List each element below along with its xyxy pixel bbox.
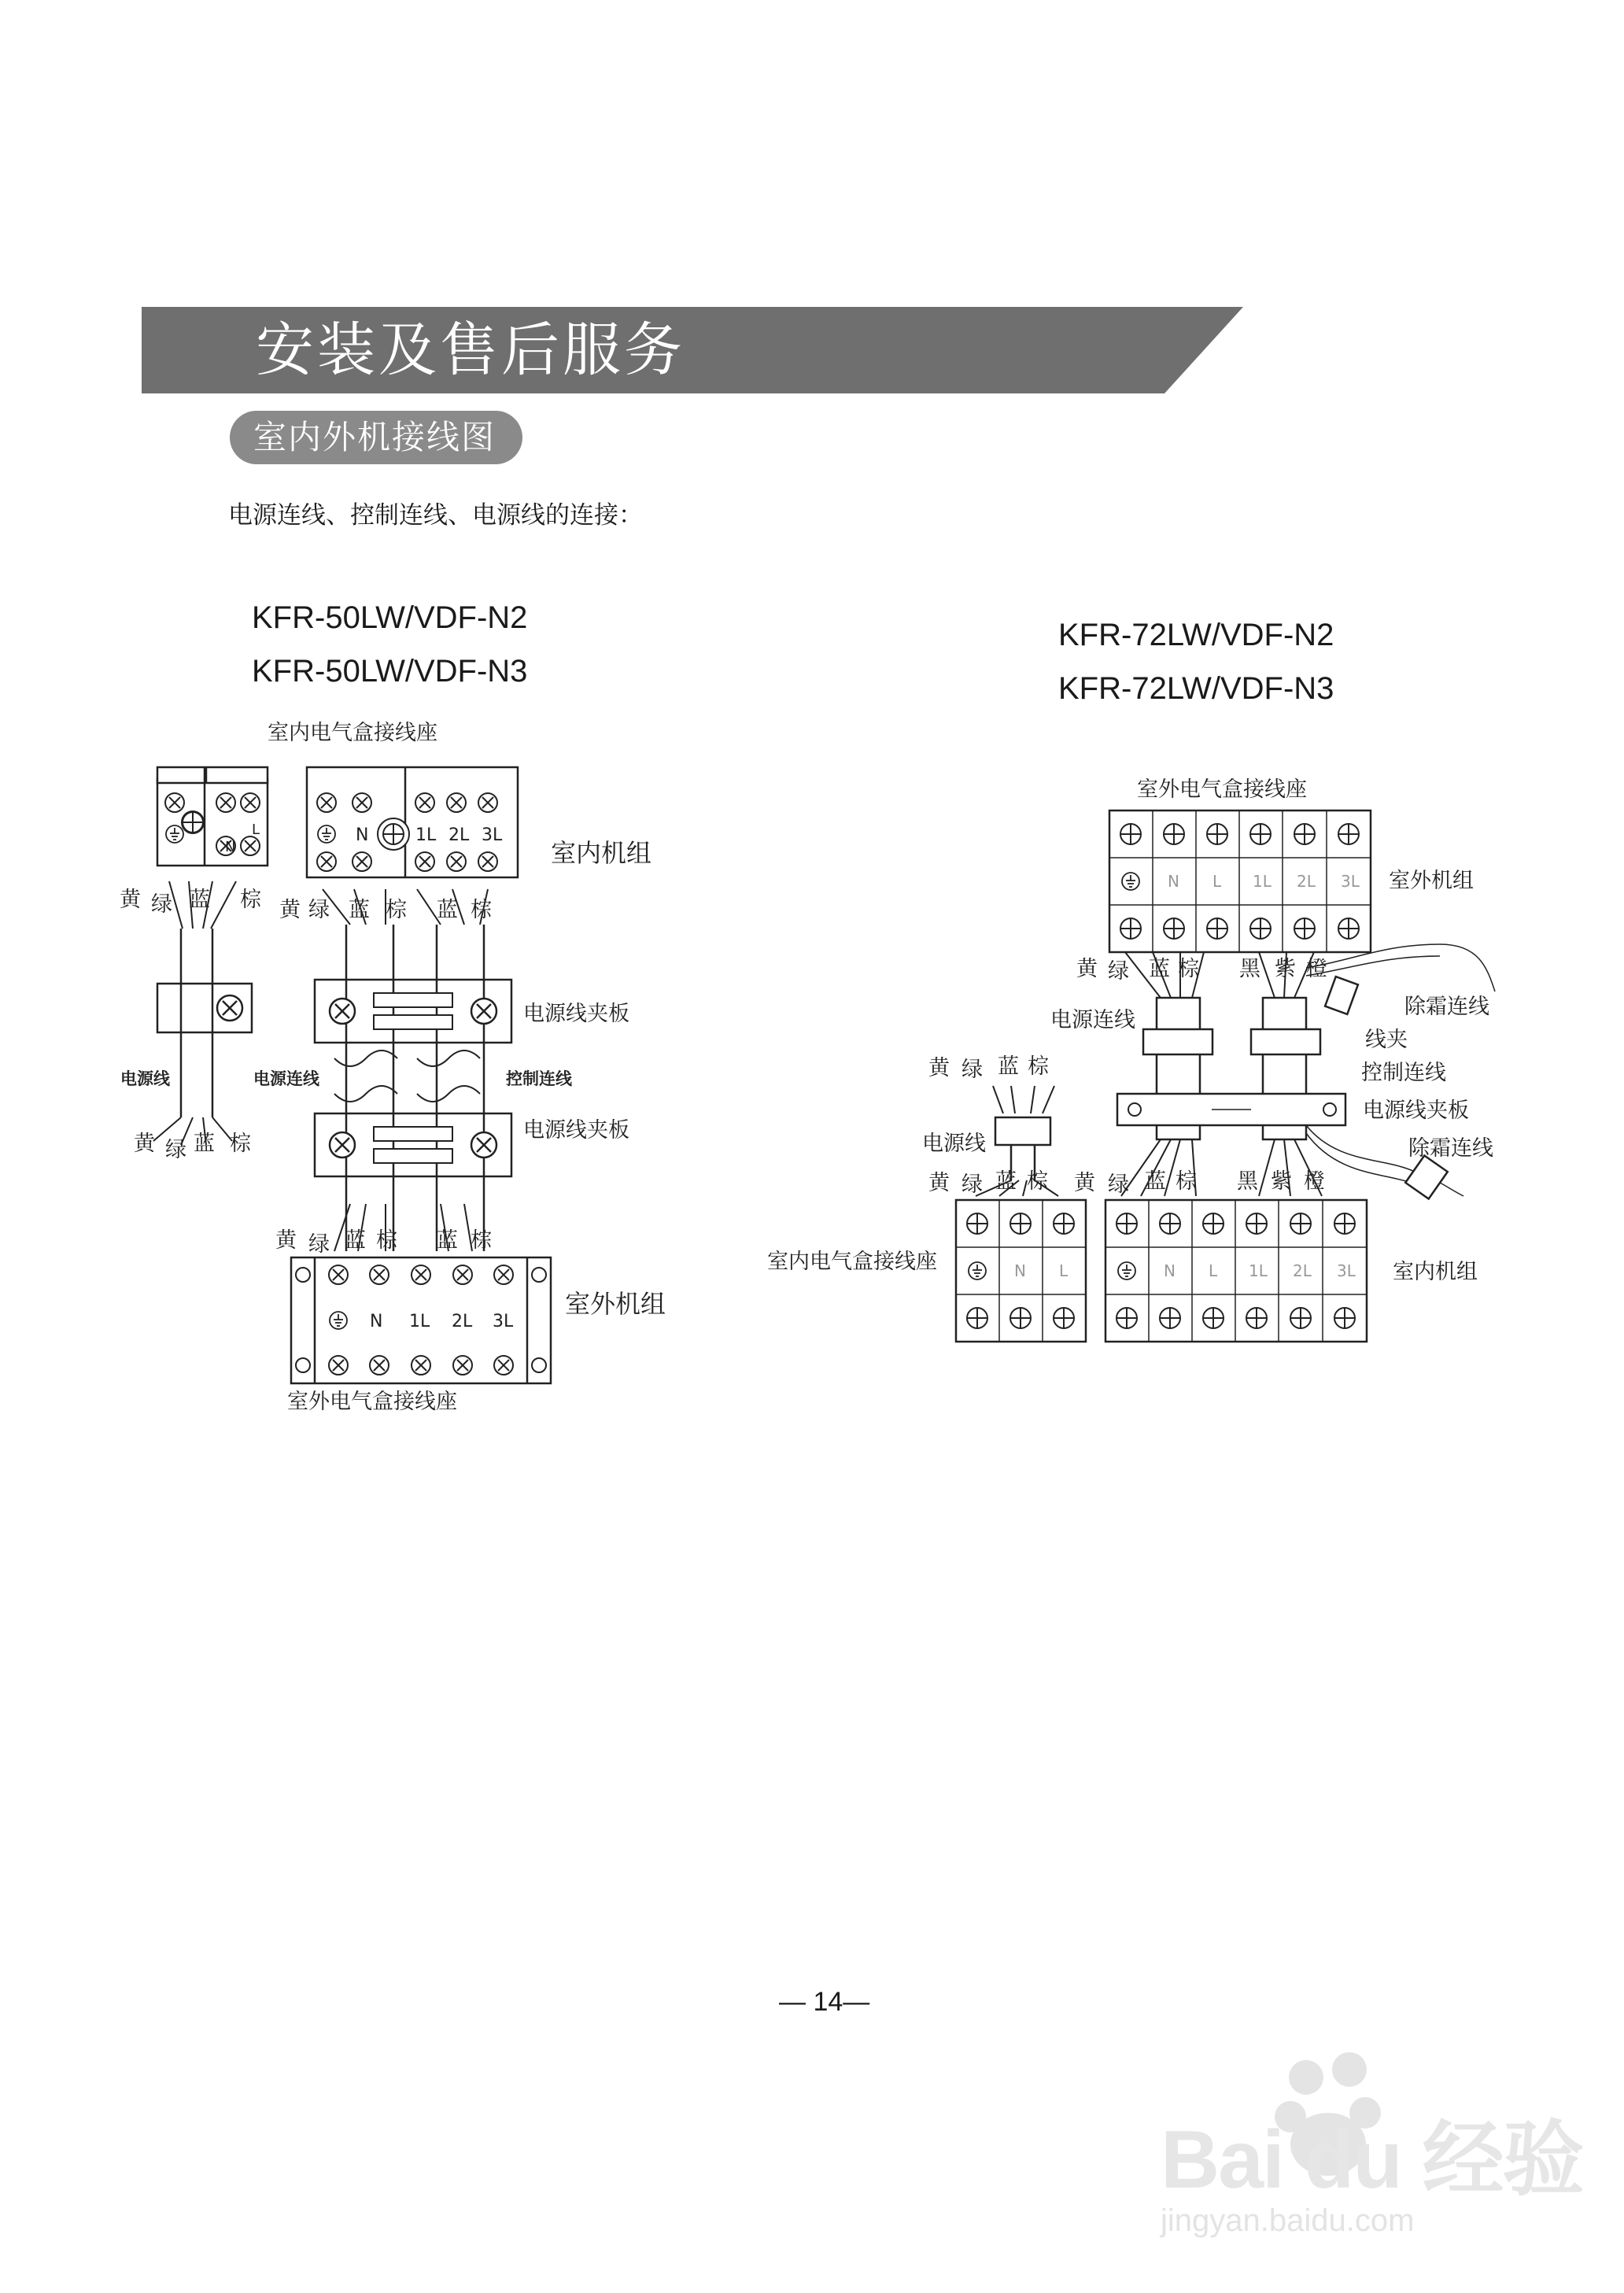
left-small-terminal-n: N — [225, 839, 236, 855]
svg-text:橙: 橙 — [1304, 1169, 1325, 1194]
right-power-cable-label: 电源线 — [922, 1132, 986, 1156]
right-power-link-label: 电源连线 — [1050, 1008, 1135, 1032]
left-power-cable-label: 电源线 — [120, 1069, 170, 1088]
right-in-terminal-1l: 1L — [1249, 1261, 1268, 1280]
svg-text:蓝: 蓝 — [1145, 1169, 1166, 1194]
right-clamp-label: 电源线夹板 — [1363, 1098, 1469, 1123]
page-number: — 14— — [779, 1987, 870, 2017]
svg-text:绿: 绿 — [151, 892, 172, 917]
svg-text:棕: 棕 — [376, 1228, 397, 1253]
svg-text:黑: 黑 — [1237, 1169, 1258, 1194]
svg-text:绿: 绿 — [1108, 959, 1129, 984]
watermark-logo: Bai du 经验 — [1161, 2114, 1583, 2206]
left-indoor-box-label: 室内电气盒接线座 — [268, 721, 437, 745]
left-indoor-main-terminals — [317, 793, 497, 871]
svg-text:蓝: 蓝 — [349, 898, 370, 922]
left-out-terminal-2l: 2L — [452, 1312, 473, 1331]
right-in-terminal-n: N — [1164, 1261, 1176, 1280]
svg-text:黄: 黄 — [275, 1228, 297, 1253]
svg-text:绿: 绿 — [961, 1172, 983, 1197]
svg-text:棕: 棕 — [1176, 1169, 1197, 1194]
svg-text:黄: 黄 — [134, 1132, 155, 1156]
svg-text:黄: 黄 — [279, 898, 301, 922]
left-main-terminal-2l: 2L — [448, 825, 470, 845]
right-in-terminal-3l: 3L — [1337, 1261, 1356, 1280]
right-out-terminal-n: N — [1168, 872, 1179, 891]
right-out-terminal-3l: 3L — [1341, 872, 1360, 891]
left-outdoor-box-label: 室外电气盒接线座 — [287, 1390, 457, 1414]
right-wire-colors — [928, 957, 1327, 1197]
svg-text:橙: 橙 — [1306, 957, 1327, 981]
right-indoor-box-label: 室内电气盒接线座 — [767, 1250, 937, 1274]
right-out-terminal-l: L — [1212, 872, 1222, 891]
svg-text:蓝: 蓝 — [995, 1169, 1017, 1194]
right-outdoor-box-label: 室外电气盒接线座 — [1137, 777, 1307, 802]
left-power-link-label: 电源连线 — [253, 1069, 319, 1088]
right-in-small-terminal-l: L — [1059, 1261, 1069, 1280]
right-outdoor-unit-label: 室外机组 — [1389, 869, 1474, 893]
left-outdoor-unit-label: 室外机组 — [565, 1289, 666, 1319]
svg-text:棕: 棕 — [471, 898, 492, 922]
svg-text:蓝: 蓝 — [1149, 957, 1170, 981]
right-defrost-label-1: 除霜连线 — [1404, 995, 1489, 1019]
left-out-terminal-n: N — [370, 1312, 383, 1331]
svg-text:蓝: 蓝 — [194, 1132, 215, 1156]
left-indoor-small-terminals — [165, 793, 260, 855]
right-defrost-label-2: 除霜连线 — [1408, 1136, 1493, 1161]
left-control-link-label: 控制连线 — [506, 1069, 572, 1088]
left-main-terminal-1l: 1L — [415, 825, 437, 845]
svg-text:蓝: 蓝 — [998, 1054, 1019, 1079]
svg-text:黄: 黄 — [1076, 957, 1098, 981]
watermark-url: jingyan.baidu.com — [1161, 2203, 1415, 2238]
svg-text:绿: 绿 — [165, 1138, 186, 1162]
left-clamp-label-2: 电源线夹板 — [523, 1118, 629, 1143]
svg-text:蓝: 蓝 — [189, 888, 210, 912]
right-in-small-terminal-n: N — [1014, 1261, 1026, 1280]
left-out-terminal-1l: 1L — [409, 1312, 430, 1331]
svg-text:黄: 黄 — [928, 1171, 950, 1195]
right-out-terminal-2l: 2L — [1297, 872, 1316, 891]
svg-text:棕: 棕 — [1028, 1054, 1049, 1079]
intro-text: 电源连线、控制连线、电源线的连接： — [228, 501, 643, 530]
svg-text:紫: 紫 — [1271, 1169, 1292, 1194]
svg-text:绿: 绿 — [308, 898, 330, 922]
svg-text:黄: 黄 — [120, 888, 141, 912]
left-model-2: KFR-50LW/VDF-N3 — [252, 654, 528, 689]
svg-text:蓝: 蓝 — [345, 1228, 366, 1253]
page-title: 安装及售后服务 — [256, 316, 685, 384]
svg-text:棕: 棕 — [230, 1132, 251, 1156]
svg-text:棕: 棕 — [240, 888, 261, 912]
left-main-terminal-3l: 3L — [482, 825, 503, 845]
svg-text:绿: 绿 — [961, 1058, 983, 1082]
right-in-terminal-2l: 2L — [1293, 1261, 1312, 1280]
svg-text:绿: 绿 — [1108, 1172, 1129, 1197]
right-control-link-label: 控制连线 — [1361, 1061, 1446, 1085]
svg-text:棕: 棕 — [386, 898, 407, 922]
svg-text:蓝: 蓝 — [437, 1228, 458, 1253]
right-indoor-unit-label: 室内机组 — [1393, 1260, 1478, 1284]
left-small-terminal-l: L — [252, 822, 260, 838]
svg-text:黑: 黑 — [1239, 957, 1260, 981]
svg-text:棕: 棕 — [471, 1228, 492, 1253]
svg-text:黄: 黄 — [928, 1056, 950, 1080]
right-model-1: KFR-72LW/VDF-N2 — [1058, 618, 1334, 652]
left-out-terminal-3l: 3L — [493, 1312, 514, 1331]
left-clamp-label-1: 电源线夹板 — [523, 1002, 629, 1026]
section-title: 室内外机接线图 — [253, 418, 496, 456]
svg-text:紫: 紫 — [1275, 957, 1296, 981]
left-indoor-unit-label: 室内机组 — [551, 838, 652, 868]
right-in-terminal-l: L — [1209, 1261, 1218, 1280]
svg-text:蓝: 蓝 — [437, 898, 458, 922]
svg-text:棕: 棕 — [1178, 957, 1199, 981]
left-model-1: KFR-50LW/VDF-N2 — [252, 600, 528, 635]
svg-text:棕: 棕 — [1027, 1169, 1048, 1194]
right-model-2: KFR-72LW/VDF-N3 — [1058, 671, 1334, 706]
right-out-terminal-1l: 1L — [1253, 872, 1272, 891]
left-main-terminal-n: N — [356, 825, 369, 845]
svg-text:黄: 黄 — [1074, 1171, 1095, 1195]
right-wire-clip-label: 线夹 — [1365, 1028, 1408, 1052]
svg-text:绿: 绿 — [308, 1232, 330, 1257]
